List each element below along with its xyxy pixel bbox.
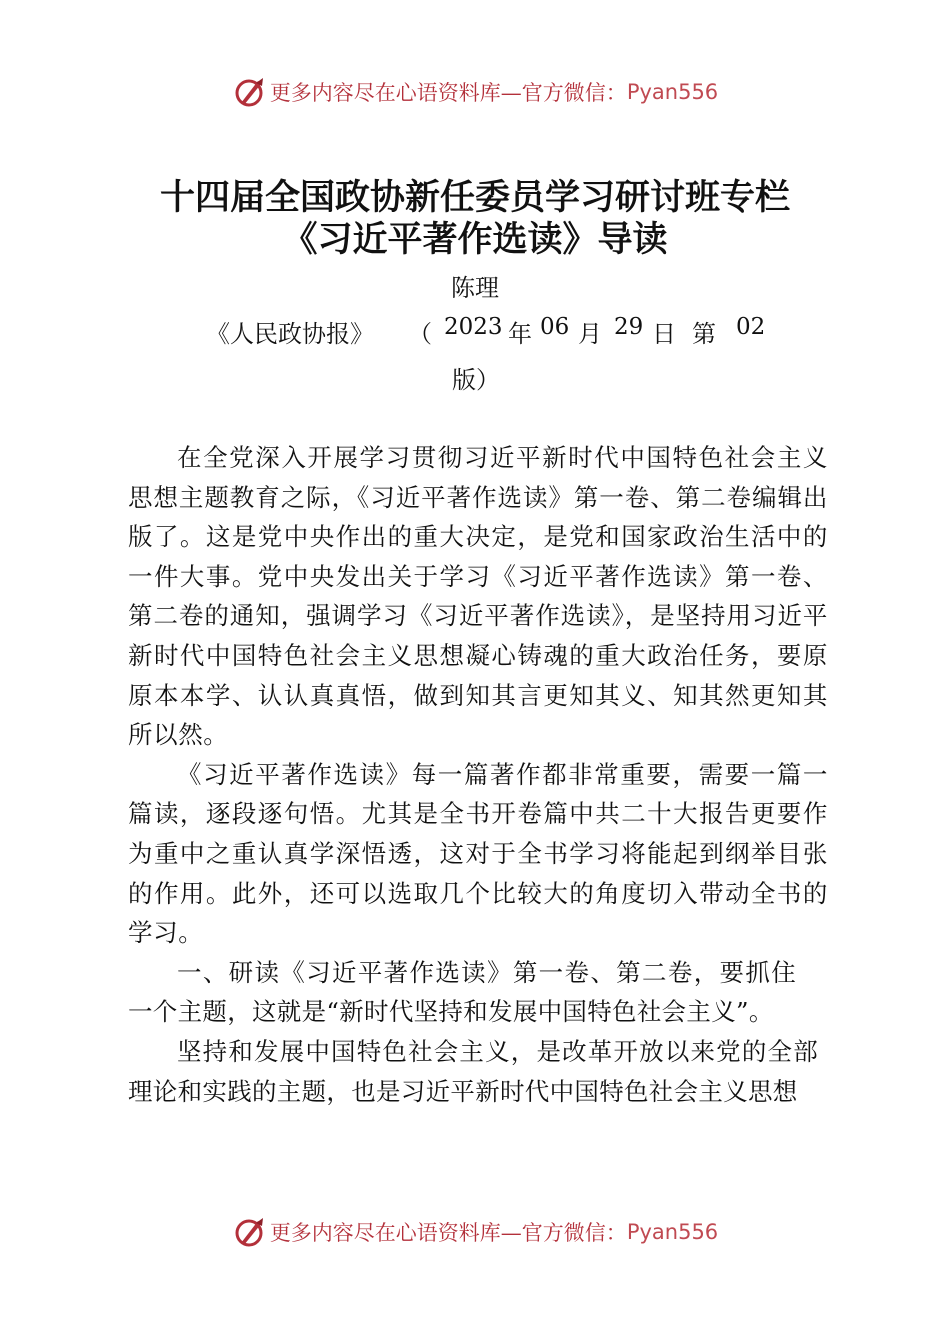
- quill-pen-circle-icon: [232, 75, 266, 109]
- source-page-suffix: 版）: [452, 366, 500, 394]
- paragraph: 《习近平著作选读》每一篇著作都非常重要，需要一篇一篇读，逐段逐句悟。尤其是全书开卷篇中共二十大报告更要作为重中之重认真学深悟透，这对于全书学习将能起到纲举目张 的作用。此外，还可以选取几个比较大的角度切入带动全书的学习。: [128, 759, 828, 948]
- watermark-text: 更多内容尽在心语资料库—官方微信：: [269, 1221, 627, 1245]
- source-open-paren: （: [408, 320, 432, 348]
- watermark-text: 更多内容尽在心语资料库—官方微信：: [269, 81, 627, 105]
- source-paper: 《人民政协报》: [206, 320, 374, 348]
- top-watermark-banner: [0, 72, 950, 112]
- article-title-line1: 十四届全国政协新任委员学习研讨班专栏: [159, 177, 790, 218]
- bottom-watermark-banner: [0, 1212, 950, 1252]
- article-source: [206, 314, 766, 348]
- paragraph: 坚持和发展中国特色社会主义，是改革开放以来党的全部理论和实践的主题，也是习近平新时代中国特色社会主义思想: [128, 1036, 818, 1106]
- source-month-unit: 月: [578, 320, 602, 348]
- watermark-wechat-id: Pyan556: [626, 1220, 719, 1244]
- source-page: 02: [736, 314, 766, 340]
- paragraph: 在全党深入开展学习贯彻习近平新时代中国特色社会主义思想主题教育之际，《习近平著作选读》第一卷、第二卷编辑出版了。这是党中央作出的重大决定，是党和国家政治生活中的一件大事。党中央发出关于学习《习近平著作选读》第一卷、第二卷的通知，强调学习《习近平著作选读》，是坚持用习近平新时代中国特色社会主义思想凝心铸魂的重大政治任务，要原原本本学、认认真真悟，做到知其言更知其义、知其然更知其所以然。: [128, 443, 828, 750]
- source-month: 06: [540, 314, 570, 340]
- paragraph: 一、研读《习近平著作选读》第一卷、第二卷，要抓住一个主题，这就是“新时代坚持和发展中国特色社会主义”。: [128, 957, 796, 1027]
- source-year-unit: 年: [508, 320, 532, 348]
- watermark-wechat-id: Pyan556: [626, 80, 719, 104]
- source-year: 2023: [444, 314, 503, 340]
- source-page-prefix: 第: [692, 320, 716, 348]
- article-title-line2: 《习近平著作选读》导读: [282, 219, 668, 260]
- source-day-unit: 日: [652, 320, 676, 348]
- quill-pen-circle-icon: [232, 1215, 266, 1249]
- article-body: [128, 438, 828, 1111]
- source-day: 29: [614, 314, 644, 340]
- article-author: 陈理: [451, 274, 499, 302]
